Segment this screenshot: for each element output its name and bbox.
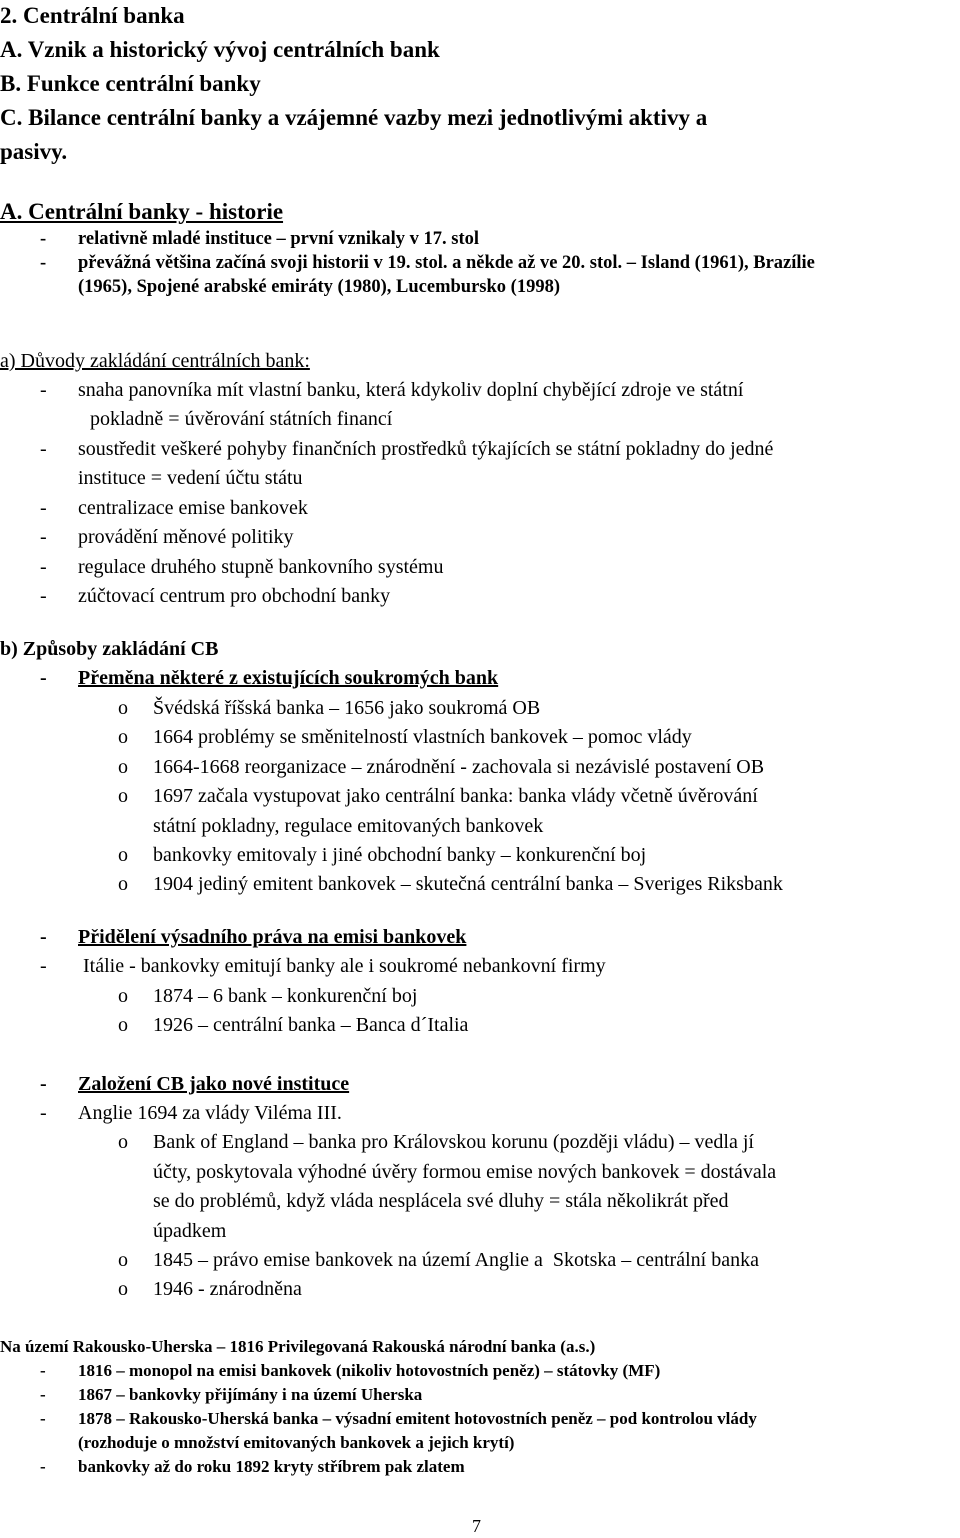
outline-item-a: A. Vznik a historický vývoj centrálních bank — [0, 37, 440, 62]
outline-item-b: B. Funkce centrální banky — [0, 71, 261, 96]
dash-bullet: - — [40, 585, 47, 607]
list-item-text: Přidělení výsadního práva na emisi bankovek — [78, 926, 467, 948]
section-a-heading: A. Centrální banky - historie — [0, 199, 284, 224]
sub-item-text: bankovky emitovaly i jiné obchodní banky – konkurenční boj — [153, 844, 647, 866]
ways-heading: b) Způsoby zakládání CB — [0, 638, 219, 660]
list-item-text: 1816 – monopol na emisi bankovek (nikoliv hotovostních peněz) – státovky (MF) — [78, 1361, 661, 1380]
dash-bullet: - — [40, 1073, 47, 1095]
list-item-text: centralizace emise bankovek — [78, 497, 308, 519]
dash-bullet: - — [40, 1409, 46, 1428]
sub-item-text: 1904 jediný emitent bankovek – skutečná centrální banka – Sveriges Riksbank — [153, 873, 783, 895]
list-item-text: převážná většina začíná svoji historii v 19. stol. a někde až ve 20. stol. – Island (1961), Brazílie — [78, 253, 815, 273]
list-item-text: instituce = vedení účtu státu — [78, 467, 303, 489]
reasons-heading — [0, 351, 310, 371]
dash-bullet: - — [40, 526, 47, 548]
outline-item-c-cont: pasivy. — [0, 139, 68, 164]
austria-heading: Na území Rakousko-Uherska – 1816 Privilegovaná Rakouská národní banka (a.s.) — [0, 1337, 596, 1356]
dash-bullet: - — [40, 1361, 46, 1380]
list-item-text: 1867 – bankovky přijímány i na území Uherska — [78, 1385, 423, 1404]
dash-bullet: - — [40, 955, 47, 977]
list-item-text: (rozhoduje o množství emitovaných bankovek a jejich krytí) — [78, 1433, 515, 1452]
sub-item-text: 1874 – 6 bank – konkurenční boj — [153, 985, 418, 1007]
page-number: 7 — [472, 1516, 481, 1536]
dash-bullet: - — [40, 229, 47, 249]
dash-bullet: - — [40, 556, 47, 578]
circle-bullet: o — [118, 873, 128, 895]
list-item-text: Itálie - bankovky emitují banky ale i soukromé nebankovní firmy — [78, 955, 606, 977]
sub-item-text: 1845 – právo emise bankovek na území Anglie a Skotska – centrální banka — [153, 1249, 759, 1271]
sub-item-text: Bank of England – banka pro Královskou korunu (později vládu) – vedla jí — [153, 1131, 754, 1153]
list-item-text: relativně mladé instituce – první vznikaly v 17. stol — [78, 229, 480, 249]
sub-item-text: 1926 – centrální banka – Banca d´Italia — [153, 1014, 469, 1036]
list-item-text: regulace druhého stupně bankovního systému — [78, 556, 444, 578]
list-item-text: Anglie 1694 za vlády Viléma III. — [78, 1102, 342, 1124]
sub-item-text: účty, poskytovala výhodné úvěry formou emise nových bankovek = dostávala — [153, 1161, 777, 1183]
circle-bullet: o — [118, 697, 128, 719]
dash-bullet: - — [40, 438, 47, 460]
reasons-heading-text: a) Důvody zakládání centrálních bank: — [0, 350, 310, 372]
list-item-text: Založení CB jako nové instituce — [78, 1073, 350, 1095]
dash-bullet: - — [40, 667, 47, 689]
circle-bullet: o — [118, 1249, 128, 1271]
dash-bullet: - — [40, 379, 47, 401]
circle-bullet: o — [118, 1278, 128, 1300]
dash-bullet: - — [40, 253, 47, 273]
sub-item-text: státní pokladny, regulace emitovaných bankovek — [153, 815, 544, 837]
dash-bullet: - — [40, 1102, 47, 1124]
sub-item-text: 1664 problémy se směnitelností vlastních bankovek – pomoc vlády — [153, 726, 692, 748]
list-item-text: bankovky až do roku 1892 kryty stříbrem pak zlatem — [78, 1457, 465, 1476]
list-item-text: soustředit veškeré pohyby finančních prostředků týkajících se státní pokladny do jedné — [78, 438, 774, 460]
sub-item-text: se do problémů, když vláda nesplácela své dluhy = stála několikrát před — [153, 1190, 729, 1212]
dash-bullet: - — [40, 1457, 46, 1476]
sub-item-text: Švédská říšská banka – 1656 jako soukromá OB — [153, 697, 541, 719]
circle-bullet: o — [118, 785, 128, 807]
list-item-text: (1965), Spojené arabské emiráty (1980), Lucembursko (1998) — [78, 277, 560, 297]
sub-item-text: 1697 začala vystupovat jako centrální banka: banka vlády včetně úvěrování — [153, 785, 758, 807]
list-item-text: 1878 – Rakousko-Uherská banka – výsadní emitent hotovostních peněz – pod kontrolou vlády — [78, 1409, 757, 1428]
circle-bullet: o — [118, 1131, 128, 1153]
dash-bullet: - — [40, 926, 47, 948]
circle-bullet: o — [118, 1014, 128, 1036]
sub-item-text: 1664-1668 reorganizace – znárodnění - zachovala si nezávislé postavení OB — [153, 756, 765, 778]
sub-item-text: 1946 - znárodněna — [153, 1278, 302, 1300]
circle-bullet: o — [118, 844, 128, 866]
dash-bullet: - — [40, 1385, 46, 1404]
list-item-text: Přeměna některé z existujících soukromých bank — [78, 667, 499, 689]
list-item-text: pokladně = úvěrování státních financí — [90, 408, 393, 430]
dash-bullet: - — [40, 497, 47, 519]
sub-item-text: úpadkem — [153, 1220, 227, 1242]
list-item-text: provádění měnové politiky — [78, 526, 294, 548]
circle-bullet: o — [118, 756, 128, 778]
outline-item-c: C. Bilance centrální banky a vzájemné vazby mezi jednotlivými aktivy a — [0, 105, 708, 130]
circle-bullet: o — [118, 726, 128, 748]
doc-title: 2. Centrální banka — [0, 3, 185, 28]
list-item-text: zúčtovací centrum pro obchodní banky — [78, 585, 391, 607]
list-item-text: snaha panovníka mít vlastní banku, která kdykoliv doplní chybějící zdroje ve státní — [78, 379, 744, 401]
circle-bullet: o — [118, 985, 128, 1007]
